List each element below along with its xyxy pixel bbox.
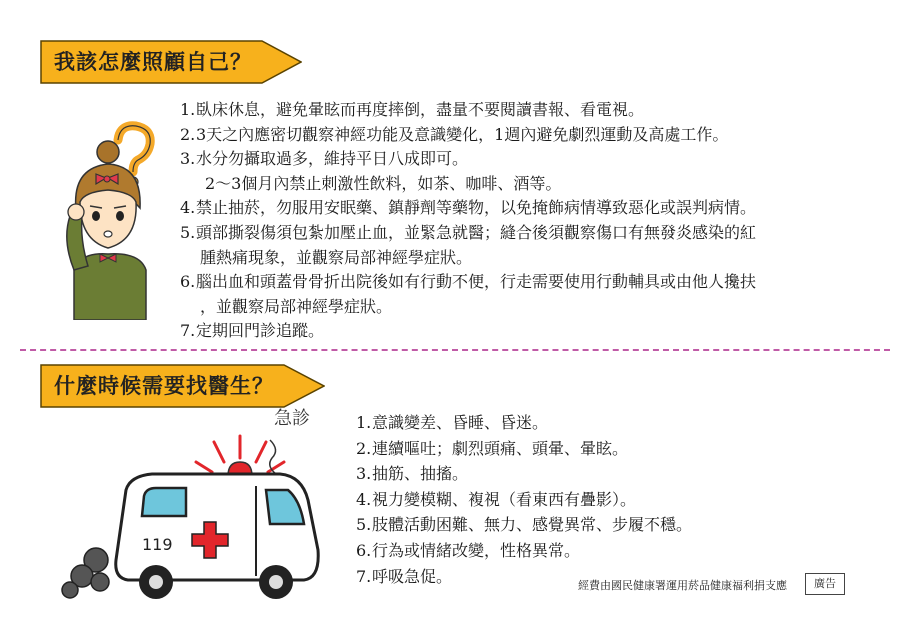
see-doctor-list	[356, 410, 692, 589]
list-item: 3.水分勿攝取過多，維持平日八成即可。 2～3個月內禁止刺激性飲料，如茶、咖啡、酒等。	[180, 147, 756, 196]
list-item: 6.腦出血和頭蓋骨骨折出院後如有行動不便，行走需要使用行動輔具或由他人攙扶 ，並觀察局部神經學症狀。	[180, 270, 756, 319]
siren-sound-text: 急診	[274, 408, 310, 429]
list-item-continuation: ，並觀察局部神經學症狀。	[200, 296, 393, 316]
self-care-list	[180, 98, 756, 344]
funding-notice: 經費由國民健康署運用菸品健康福利捐支應	[578, 579, 787, 592]
list-item: 1.意識變差、昏睡、昏迷。	[356, 413, 549, 432]
list-item: 1.臥床休息，避免暈眩而再度摔倒，盡量不要閱讀書報、看電視。	[180, 100, 645, 119]
section-title: 我該怎麼照顧自己？	[54, 49, 252, 74]
list-item: 7.呼吸急促。	[356, 566, 453, 586]
list-item-continuation: 2～3個月內禁止刺激性飲料，如茶、咖啡、酒等。	[205, 173, 562, 193]
ad-badge: 廣告	[805, 573, 845, 595]
section-divider	[20, 349, 890, 351]
list-item: 4.禁止抽菸，勿服用安眠藥、鎮靜劑等藥物，以免掩飾病情導致惡化或誤判病情。	[180, 198, 757, 218]
list-item: 2.連續嘔吐；劇烈頭痛、頭暈、暈眩。	[356, 438, 629, 458]
ambulance-illustration	[56, 400, 346, 610]
list-item: 2.3天之內應密切觀察神經功能及意識變化，1週內避免劇烈運動及高處工作。	[180, 124, 729, 144]
list-item: 5.頭部撕裂傷須包紮加壓止血，並緊急就醫；縫合後須觀察傷口有無發炎感染的紅 腫熱痛現象，並觀察局部神經學症狀。	[180, 221, 756, 270]
list-item: 7.定期回門診追蹤。	[180, 321, 325, 341]
ambulance-number: 119	[142, 535, 173, 554]
list-item: 3.抽筋、抽搐。	[356, 464, 469, 484]
list-item-continuation: 腫熱痛現象，並觀察局部神經學症狀。	[200, 247, 473, 267]
section-banner-self-care	[40, 40, 302, 84]
list-item: 5.肢體活動困難、無力、感覺異常、步履不穩。	[356, 515, 693, 535]
list-item: 6.行為或情緒改變，性格異常。	[356, 540, 581, 560]
list-item: 4.視力變模糊、複視（看東西有疊影）。	[356, 489, 637, 509]
thinking-girl-illustration	[60, 120, 160, 320]
section-title: 什麼時候需要找醫生？	[54, 373, 274, 398]
